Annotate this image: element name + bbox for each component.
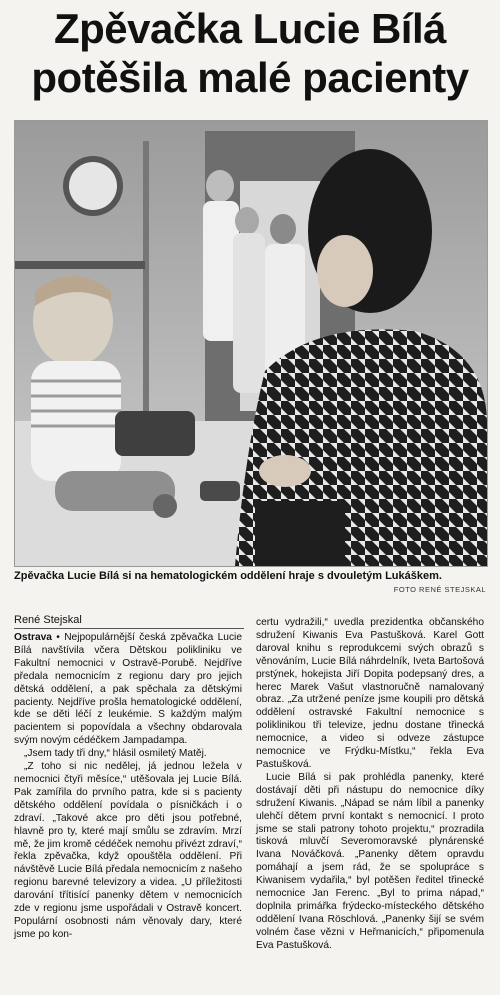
article-column-right — [256, 617, 484, 953]
headline-line-2: potěšila malé pacienty — [31, 54, 469, 101]
paragraph-text: Nejpopulárnější česká zpěvačka Lucie Bílá navštívila včera Dětskou polikliniku ve Fakultní nemocnici v Ostravě-Porubě. Nejdříve předala nemocnicím z regionu dary pro jejich dětská oddělení, a pak spěchala za dětskými pacienty. Nejdříve prošla hematologické oddělení, kde se děti léčí z leukémie. S každým malým pacientem si popovídala a všechny obdarovala svým novým cédéčkem Jampadampa. — [14, 632, 242, 747]
paragraph: „Z toho si nic nedělej, já jednou ležela v nemocnici čtyři měsíce,“ utěšovala jej Lucie Bílá. Pak zamířila do prvního patra, kde si s pacienty dětského oddělení povídala o písničkách i o zdraví. „Takové akce pro děti jsou potřebné, hlavně pro ty, které mají smůlu se zdravím. Mrzí mě, že jim kromě cédéček nemohu přivézt zdraví,“ řekla zpěvačka, když opouštěla oddělení. Při návštěvě Lucie Bílá předala nemocnicím z našeho regionu barevné televizory a videa. „U příležitosti darování třítisící panenky dětem v nemocnicích zde v regionu jsme uspořádali v Ostravě koncert. Populární osobnosti nám věnovaly dary, které jsme po kon- — [14, 761, 242, 940]
byline-divider — [14, 628, 244, 629]
headline-line-1: Zpěvačka Lucie Bílá — [53, 5, 447, 52]
paragraph: certu vydražili,“ uvedla prezidentka občanského sdružení Kiwanis Eva Pastušková. Karel Gott daroval knihu s reprodukcemi svých obrazů s věnováním, Lucie Bílá náhrdelník, Iveta Bartošová prstýnek, hokejista Jiří Dopita podepsaný dres, a herec Marek Vašut vlastnoručně namalovaný obraz. „Za utržené peníze jsme koupili pro dětská oddělení ostravské Fakultní nemocnice s poliklinikou tři televize, jednu dostane třinecká nemocnice, a video si odveze zástupce nemocnice ve Frýdku-Místku,“ řekla Eva Pastušková. — [256, 617, 484, 770]
paragraph: „Jsem tady tři dny,“ hlásil osmiletý Matěj. — [24, 748, 207, 760]
paragraph: Ostrava • Nejpopulárnější česká zpěvačka Lucie Bílá navštívila včera Dětskou polikliniku ve Fakultní nemocnici v Ostravě-Porubě. Nejdříve předala nemocnicím z regionu dary pro jejich dětská oddělení, a pak spěchala za dětskými pacienty. Nejdříve prošla hematologické oddělení, kde se děti léčí z leukémie. S každým malým pacientem si popovídala a všechny obdarovala svým novým cédéčkem Jampadampa. — [14, 632, 242, 747]
photo-caption: Zpěvačka Lucie Bílá si na hematologickém oddělení hraje s dvouletým Lukáškem. — [14, 570, 442, 582]
dateline: Ostrava — [14, 632, 52, 643]
article-photo — [14, 120, 488, 567]
photo-credit: FOTO RENÉ STEJSKAL — [393, 585, 486, 594]
article-column-left — [14, 632, 242, 942]
author-byline: René Stejskal — [14, 614, 82, 626]
paragraph: Lucie Bílá si pak prohlédla panenky, které dostávají děti při nástupu do nemocnice díky sdružení Kiwanis. „Nápad se nám líbil a panenky ulehčí dětem první kontakt s nemocnicí. I proto jsme se stali patrony tohoto projektu,“ prozradila tisková mluvčí Severomoravské plynárenské Ivana Nováčková. „Panenky dětem opravdu pomáhají a jsem rád, že se spolupráce s Kiwanisem vydařila,“ byl potěšen ředitel třinecké nemocnice Jan Ferenc. „Byl to prima nápad,“ doplnila primářka frýdecko-místeckého dětského oddělení Ivana Röschlová. „Panenky šijí se svém volném čase vězni v Heřmanicích,“ připomenula Eva Pastušková. — [256, 771, 484, 951]
headline — [0, 4, 500, 102]
